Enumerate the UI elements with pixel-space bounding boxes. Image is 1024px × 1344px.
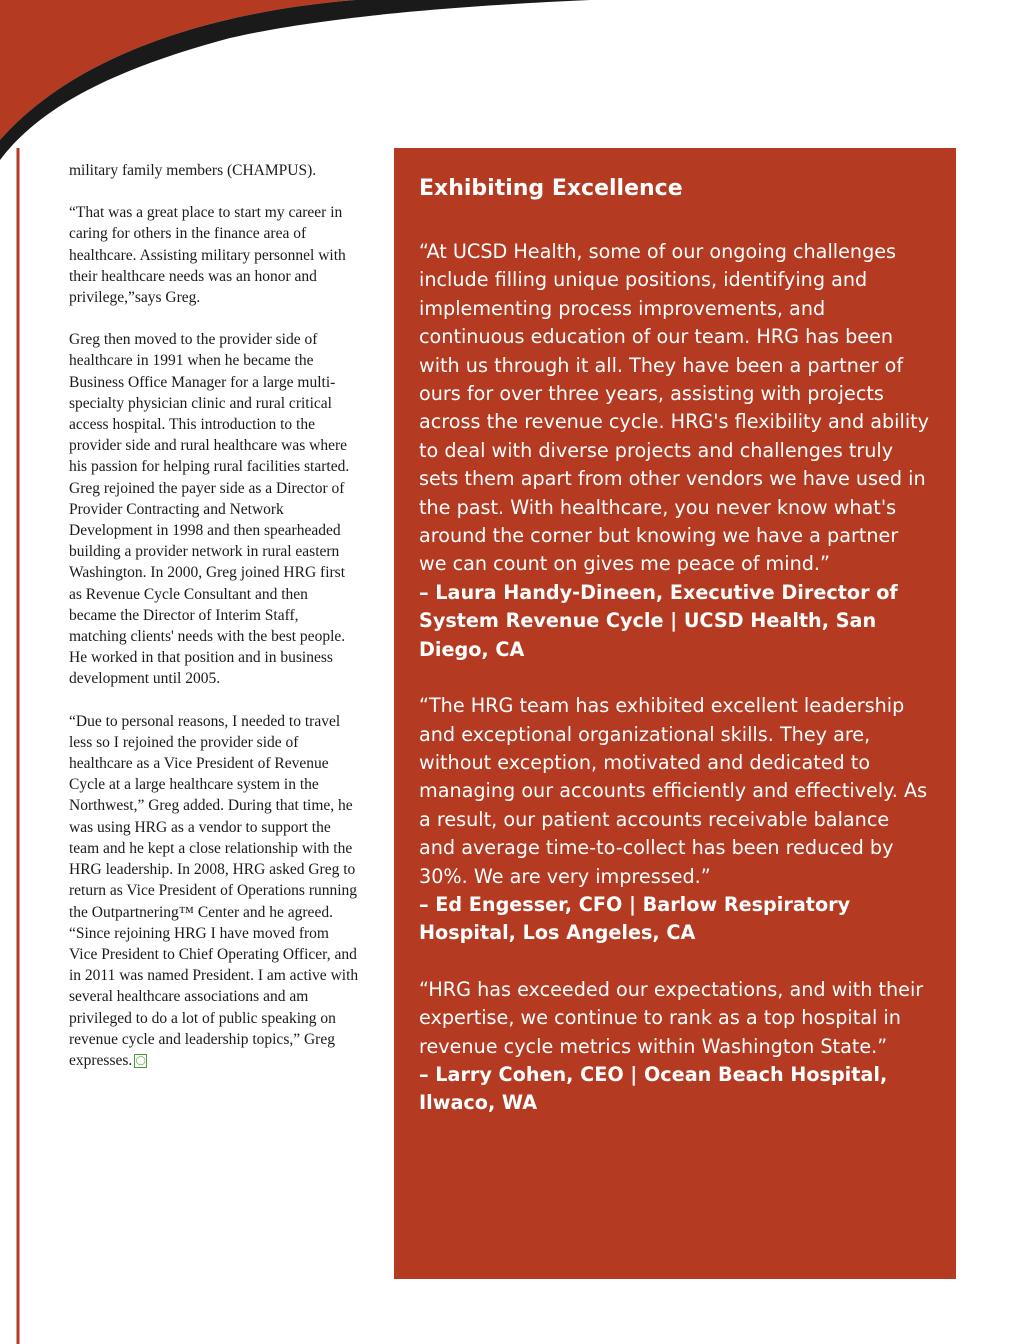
article-paragraph-3: Greg then moved to the provider side of healthcare in 1991 when he became the Business Office Manager for a large multi-specialty physician clinic and rural critical access hospital. This introduction to the provider side and rural healthcare was where his passion for helping rural facilities started. Greg rejoined the payer side as a Director of Provider Contracting and Network Development in 1998 and then spearheaded building a provider network in rural eastern Washington. In 2000, Greg joined HRG first as Revenue Cycle Consultant and then became the Director of Interim Staff, matching clients' needs with the best people. He worked in that position and in business development until 2005. xyxy=(69,331,350,688)
testimonial-3-attribution: – Larry Cohen, CEO | Ocean Beach Hospital, Ilwaco, WA xyxy=(419,1062,888,1115)
testimonial-2-attribution: – Ed Engesser, CFO | Barlow Respiratory Hospital, Los Angeles, CA xyxy=(419,892,851,945)
hrg-end-mark-icon: ◯ xyxy=(135,1056,146,1067)
article-paragraph-2: “That was a great place to start my career in caring for others in the finance area of healthcare. Assisting military personnel with their healthcare needs was an honor and privilege,”says Greg. xyxy=(69,204,346,307)
testimonial-1-attribution: – Laura Handy-Dineen, Executive Director of System Revenue Cycle | UCSD Health, San Diego, CA xyxy=(419,580,898,661)
testimonial-2-text: “The HRG team has exhibited excellent leadership and exceptional organizational skills. They are, without exception, motivated and dedicated to managing our accounts efficiently and effectively. As a result, our patient accounts receivable balance and average time-to-collect has been reduced by 30%. We are very impressed.” xyxy=(419,694,928,888)
panel-title: Exhibiting Excellence xyxy=(419,176,683,201)
article-paragraph-4 xyxy=(69,711,359,1071)
article-paragraph-1: military family members (CHAMPUS). xyxy=(69,162,317,179)
testimonial-3-text: “HRG has exceeded our expectations, and with their expertise, we continue to rank as a top hospital in revenue cycle metrics within Washington State.” xyxy=(419,977,924,1058)
testimonial-1 xyxy=(419,238,931,664)
testimonial-1-text: “At UCSD Health, some of our ongoing challenges include filling unique positions, identifying and implementing process improvements, and continuous education of our team. HRG has been with us through it all. They have been a partner of ours for over three years, assisting with projects across the revenue cycle. HRG's flexibility and ability to deal with diverse projects and challenges truly sets them apart from other vendors we have used in the past. With healthcare, you never know what's around the corner but knowing we have a partner we can count on gives me peace of mind.” xyxy=(419,240,930,576)
testimonial-3 xyxy=(419,976,931,1118)
article-left-column xyxy=(69,160,359,1092)
article-paragraph-4-text: “Due to personal reasons, I needed to travel less so I rejoined the provider side of healthcare as a Vice President of Revenue Cycle at a large healthcare system in the Northwest,” Greg added. During that time, he was using HRG as a vendor to support the team and he kept a close relationship with the HRG leadership. In 2008, HRG asked Greg to return as Vice President of Operations running the Outpartnering™ Center and he agreed. “Since rejoining HRG I have moved from Vice President to Chief Operating Officer, and in 2011 was named President. I am active with several healthcare associations and am privileged to do a lot of public speaking on revenue cycle and leadership topics,” Greg expresses. xyxy=(69,712,359,1069)
testimonials-panel xyxy=(394,148,956,1279)
testimonial-2 xyxy=(419,692,931,948)
